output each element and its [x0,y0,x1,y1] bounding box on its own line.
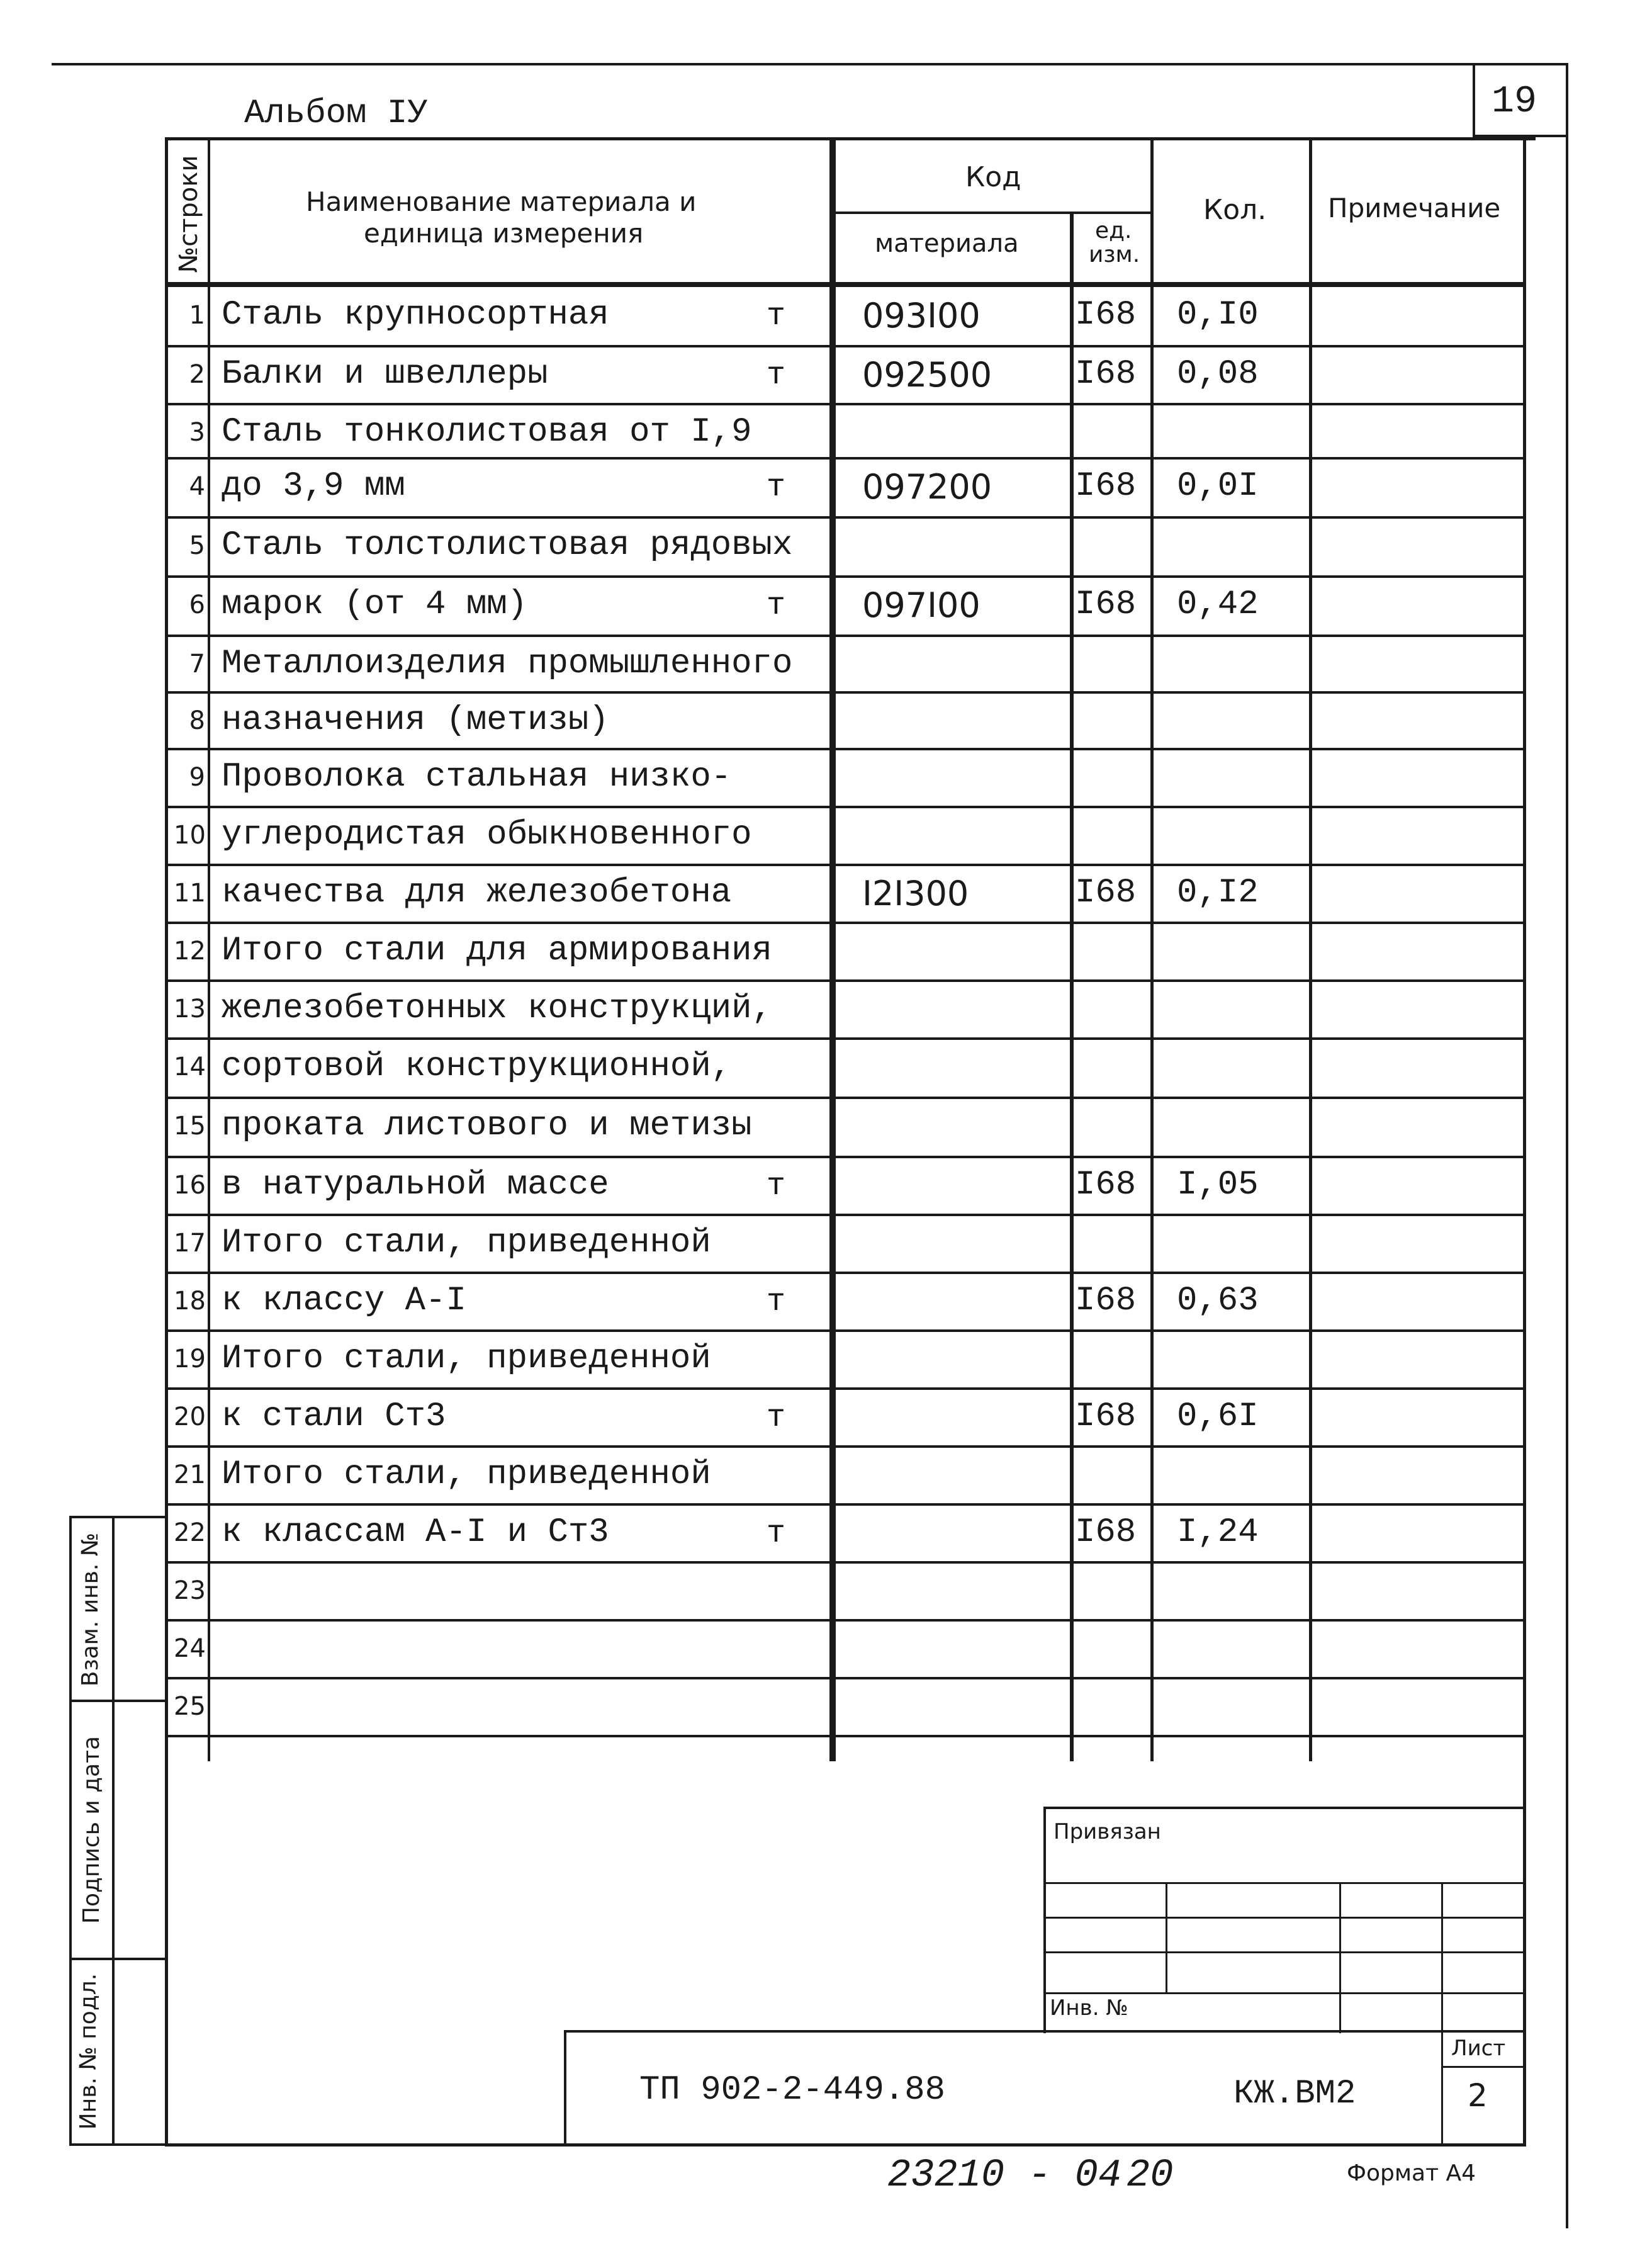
top-border [52,63,1567,65]
row-n: 11 [174,879,206,908]
row-unit: т [767,358,786,393]
row-name: Итого стали, приведенной [222,1340,711,1378]
row-name: качества для железобетона [222,874,732,912]
row-n: 15 [174,1112,206,1141]
frame-top [165,137,1536,140]
header-qty: Кол. [1203,194,1267,226]
row-n: 2 [189,360,205,389]
row-name: Итого стали, приведенной [222,1455,711,1494]
table-row [170,636,1524,692]
table-row [170,1504,1524,1562]
right-border [1566,63,1568,2228]
table-row [170,923,1524,981]
page-number: 19 [1492,81,1537,123]
row-name: Сталь крупносортная [222,296,609,334]
row-name: сортовой конструкционной, [222,1047,732,1086]
row-name: до 3,9 мм [222,467,405,505]
row-n: 5 [189,531,205,560]
page-number-box-left [1473,63,1475,137]
row-qty: 0,I2 [1177,874,1259,912]
table-row [170,1273,1524,1331]
header-name-line1: Наименование материала и [306,186,697,217]
header-unit-line2: изм. [1089,242,1140,268]
header-name-line2: единица измерения [364,218,644,249]
row-n: 13 [174,995,206,1024]
row-code: 097200 [862,467,992,507]
row-n: 22 [174,1518,206,1547]
row-n: 10 [174,821,206,850]
table-row [170,807,1524,865]
row-code: I2I300 [862,874,969,913]
tb-vline2 [1339,1882,1341,2033]
row-name: Металлоизделия промышленного [222,645,793,683]
row-name: Итого стали, приведенной [222,1224,711,1262]
tb-line2 [1043,1917,1525,1919]
row-unit: т [767,1284,786,1320]
tb-mark: КЖ.ВМ2 [1233,2075,1356,2113]
table-row [170,1039,1524,1098]
tb-privyazan: Привязан [1053,1819,1161,1844]
album-title: Альбом IУ [244,94,428,133]
table-row [170,1389,1524,1447]
header-bottom [165,282,1526,287]
table-row [170,517,1524,577]
row-qty: I,24 [1177,1513,1259,1552]
tb-line4 [1043,1992,1525,1994]
table-row [170,1447,1524,1504]
stamp-mid [112,1516,115,2145]
row-separator [165,1735,1526,1737]
table-row [170,1562,1524,1620]
row-n: 3 [189,418,205,447]
row-code: 097I00 [862,585,980,625]
table-row [170,404,1524,458]
row-name: марок (от 4 мм) [222,585,528,624]
table-row [170,1620,1524,1678]
row-name: углеродистая обыкновенного [222,816,752,854]
table-row [170,458,1524,517]
tb-sheet-label: Лист [1451,2036,1506,2061]
table-row [170,287,1524,346]
row-eu: I68 [1075,296,1137,334]
tb-designation: ТП 902-2-449.88 [639,2071,946,2109]
table-row [170,1331,1524,1389]
table-row [170,1215,1524,1273]
tb-line1 [1043,1882,1525,1884]
table-row [170,1157,1524,1215]
row-n: 1 [189,301,205,330]
row-name: к стали Ст3 [222,1397,446,1436]
tb-line3 [1043,1951,1525,1953]
row-n: 24 [174,1634,206,1663]
row-code: 092500 [862,355,992,395]
table-row [170,865,1524,923]
row-eu: I68 [1075,874,1137,912]
row-name: железобетонных конструкций, [222,990,772,1028]
row-unit: т [767,298,786,334]
tb-vline1 [1166,1882,1167,1992]
tb-sheet-no: 2 [1468,2077,1488,2114]
row-unit: т [767,470,786,505]
stamp-podpis: Подпись и дата [79,1735,104,1924]
row-n: 6 [189,590,205,619]
stamp-inv-podl: Инв. № подл. [76,1973,101,2130]
table-row [170,577,1524,636]
row-unit: т [767,1168,786,1204]
row-qty: 0,42 [1177,585,1259,624]
row-n: 14 [174,1052,206,1081]
row-name: Сталь тонколистовая от I,9 [222,413,752,451]
header-material: материала [875,229,1019,258]
frame-left [165,137,168,2147]
header-note: Примечание [1328,193,1501,223]
row-name: проката листового и метизы [222,1107,752,1145]
tb-privyazan-top [1043,1807,1525,1809]
row-n: 20 [174,1402,206,1431]
footer-handwritten-2: 20 [1127,2153,1174,2197]
row-qty: 0,63 [1177,1282,1259,1320]
row-eu: I68 [1075,355,1137,393]
row-n: 4 [189,472,205,501]
row-unit: т [767,588,786,624]
tb-privyazan-left [1043,1807,1046,2033]
row-n: 12 [174,937,206,966]
row-name: Проволока стальная низко- [222,758,732,796]
header-code: Код [965,161,1021,193]
row-eu: I68 [1075,1282,1137,1320]
row-name: Сталь толстолистовая рядовых [222,526,793,565]
table-row [170,1098,1524,1157]
row-unit: т [767,1400,786,1436]
row-n: 17 [174,1229,206,1258]
header-unit-line1: ед. [1095,218,1132,244]
stamp-vzam: Взам. инв. № [77,1532,103,1687]
tb-inv-no: Инв. № [1050,1995,1128,2021]
row-name: Балки и швеллеры [222,355,548,393]
row-qty: 0,I0 [1177,296,1259,334]
footer-format: Формат А4 [1347,2160,1476,2186]
row-name: Итого стали для армирования [222,932,772,970]
row-n: 16 [174,1171,206,1200]
tb-sheet-sep [1441,2066,1525,2068]
stamp-bottom [69,2143,167,2146]
frame-bottom [165,2143,1526,2147]
row-code: 093I00 [862,296,980,336]
row-n: 23 [174,1576,206,1605]
tb-main-top [564,2030,1525,2033]
row-qty: I,05 [1177,1166,1259,1204]
row-n: 19 [174,1345,206,1374]
footer-handwritten: 23210 - 04 [887,2153,1122,2197]
tb-main-left [564,2030,566,2145]
row-qty: 0,08 [1177,355,1259,393]
table-row [170,692,1524,749]
tb-vline3 [1441,1882,1443,2147]
row-eu: I68 [1075,1513,1137,1552]
row-eu: I68 [1075,585,1137,624]
row-qty: 0,6I [1177,1397,1259,1436]
row-n: 7 [189,650,205,679]
row-n: 25 [174,1692,206,1721]
row-name: к классу А-I [222,1282,466,1320]
row-eu: I68 [1075,1166,1137,1204]
header-code-split [831,212,1152,214]
row-name: к классам А-I и Ст3 [222,1513,609,1552]
table-row [170,749,1524,807]
table-row [170,346,1524,404]
table-row [170,1678,1524,1736]
row-qty: 0,0I [1177,467,1259,505]
row-name: в натуральной массе [222,1166,609,1204]
row-n: 18 [174,1287,206,1316]
row-eu: I68 [1075,1397,1137,1436]
row-n: 9 [189,763,205,792]
header-row-no: №строки [174,155,203,273]
row-unit: т [767,1516,786,1552]
table-row [170,981,1524,1039]
row-name: назначения (метизы) [222,701,609,740]
row-n: 21 [174,1460,206,1489]
row-eu: I68 [1075,467,1137,505]
row-n: 8 [189,706,205,735]
stamp-left [69,1516,72,2145]
